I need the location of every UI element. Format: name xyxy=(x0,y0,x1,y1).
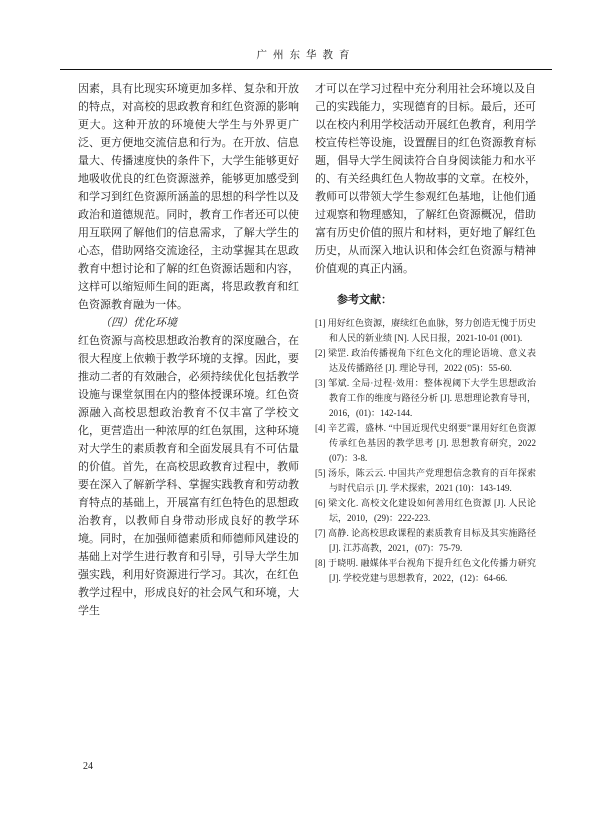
reference-item: [1] 用好红色资源，赓续红色血脉，努力创造无愧于历史和人民的新业绩 [N]. 人民日报，2021-10-01 (001). xyxy=(315,318,536,343)
left-column xyxy=(78,80,299,620)
right-column xyxy=(315,80,536,586)
reference-item: [7] 高静. 论高校思政课程的素质教育目标及其实施路径 [J]. 江苏高教，2021，(07)：75-79. xyxy=(315,528,536,553)
body-paragraph: 红色资源与高校思想政治教育的深度融合，在很大程度上依赖于教学环境的支撑。因此，要推动二者的有效融合，必须持续优化包括教学设施与课堂氛围在内的整体授课环境。红色资源融入高校思想政治教育不仅丰富了学校文化，更营造出一种浓厚的红色氛围，这种环境对大学生的素质教育和全面发展具有不可估量的价值。首先，在高校思政教育过程中，教师要在深入了解新学科、掌握实践教育和劳动教育特点的基础上，开展富有红色特色的思想政治教育，以教师自身带动形成良好的教学环境。同时，在加强师德素质和师德师风建设的基础上对学生进行教育和引导，引导大学生加强实践，利用好资源进行学习。其次，在红色教学过程中，形成良好的社会风气和环境，大学生 xyxy=(78,335,299,617)
body-paragraph: 因素，具有比现实环境更加多样、复杂和开放的特点，对高校的思政教育和红色资源的影响更大。这种开放的环境使大学生与外界更广泛、更方便地交流信息和行为。在开放、信息量大、传播速度快的条件下，大学生能够更好地吸收优良的红色资源滋养，能够更加感受到和学习到红色资源所涵盖的思想的科学性以及政治和道德规范。同时，教育工作者还可以使用互联网了解他们的信息需求，了解大学生的心态，借助网络交流途径，主动掌握其在思政教育中想讨论和了解的红色资源话题和内容，这样可以缩短师生间的距离，将思政教育和红色资源教育融为一体。 xyxy=(78,83,299,311)
reference-item: [6] 梁文化. 高校文化建设如何善用红色资源 [J]. 人民论坛，2010，(29)：222-223. xyxy=(315,498,536,523)
reference-item: [2] 梁罡. 政治传播视角下红色文化的理论语境、意义表达及传播路径 [J]. 理论导刊，2022 (05)：55-60. xyxy=(315,348,536,373)
references-list xyxy=(315,316,536,586)
reference-item: [4] 辛艺霞，盛林. “中国近现代史纲要”课用好红色资源传承红色基因的教学思考 [J]. 思想教育研究，2022 (07)：3-8. xyxy=(315,423,536,463)
body-paragraph: 才可以在学习过程中充分利用社会环境以及自己的实践能力，实现德育的目标。最后，还可以在校内利用学校活动开展红色教育，利用学校宣传栏等设施，设置醒目的红色资源教育标题，倡导大学生阅读符合自身阅读能力和水平的、有关经典红色人物故事的文章。在校外，教师可以带领大学生参观红色基地，让他们通过观察和物理感知，了解红色资源概况，借助富有历史价值的照片和材料，更好地了解红色历史，从而深入地认识和体会红色资源与精神价值观的真正内涵。 xyxy=(315,83,536,275)
section-subheading: （四）优化环境 xyxy=(100,317,177,329)
running-header-title: 广州东华教育 xyxy=(256,50,356,61)
reference-item: [3] 邹斌. 全局·过程·效用：整体视阈下大学生思想政治教育工作的维度与路径分析 [J]. 思想理论教育导刊，2016，(01)：142-144. xyxy=(315,378,536,418)
reference-item: [8] 于晓明. 融媒体平台视角下提升红色文化传播力研究 [J]. 学校党建与思想教育，2022，(12)：64-66. xyxy=(315,558,536,583)
header-rule xyxy=(60,69,552,70)
page-number: 24 xyxy=(83,761,93,772)
references-heading: 参考文献： xyxy=(337,294,392,306)
reference-item: [5] 汤乐，陈云云. 中国共产党理想信念教育的百年探索与时代启示 [J]. 学术探索，2021 (10)：143-149. xyxy=(315,468,536,493)
